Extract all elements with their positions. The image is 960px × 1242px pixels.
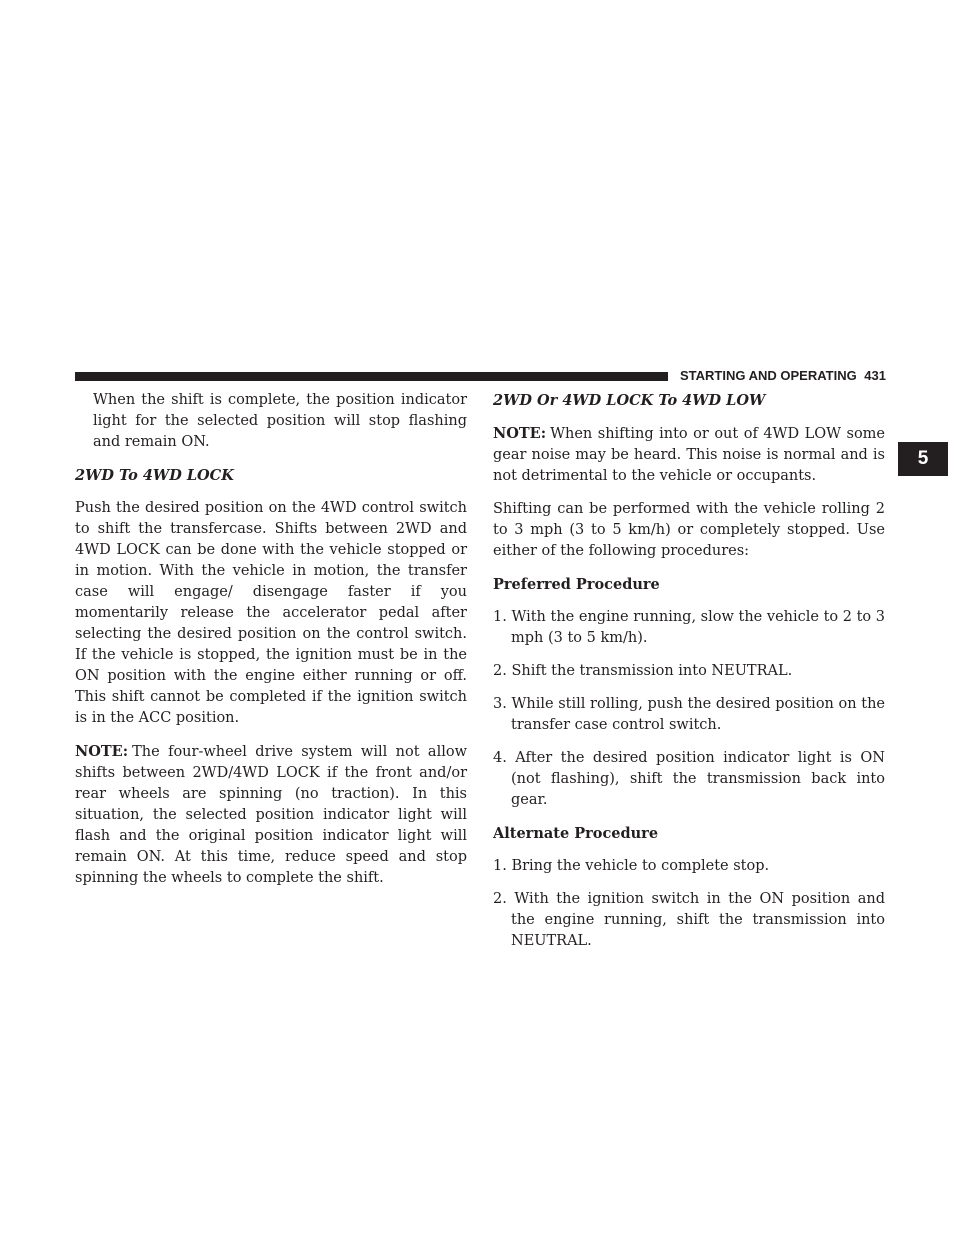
section-heading-4wd-low: 2WD Or 4WD LOCK To 4WD LOW bbox=[493, 392, 766, 409]
running-header bbox=[680, 367, 886, 385]
note-paragraph bbox=[75, 741, 467, 889]
note-label: NOTE: bbox=[493, 425, 547, 442]
left-column bbox=[75, 390, 467, 901]
header-rule bbox=[75, 372, 668, 381]
preferred-procedure-list bbox=[493, 607, 885, 811]
note-label: NOTE: bbox=[75, 743, 129, 760]
chapter-tab: 5 bbox=[898, 442, 948, 476]
alternate-procedure-heading: Alternate Procedure bbox=[493, 825, 659, 842]
note-text: When shifting into or out of 4WD LOW some gear noise may be heard. This noise is normal and is not detrimental to the vehicle or occupants. bbox=[493, 426, 885, 484]
list-item: 1. With the engine running, slow the vehicle to 2 to 3 mph (3 to 5 km/h). bbox=[493, 609, 885, 646]
intro-paragraph: When the shift is complete, the position indicator light for the selected position will stop flashing and remain ON. bbox=[93, 392, 467, 450]
right-column bbox=[493, 390, 885, 964]
body-paragraph: Shifting can be performed with the vehicle rolling 2 to 3 mph (3 to 5 km/h) or completely stopped. Use either of the following procedures: bbox=[493, 501, 885, 559]
note-paragraph bbox=[493, 423, 885, 487]
body-paragraph: Push the desired position on the 4WD control switch to shift the transfercase. Shifts between 2WD and 4WD LOCK can be done with the vehicle stopped or in motion. With the vehicle in motion, the transfer case will engage/ disengage faster if you momentarily release the accelerator pedal after selecting the desired position on the control switch. If the vehicle is stopped, the ignition must be in the ON position with the engine either running or off. This shift cannot be completed if the ignition switch is in the ACC position. bbox=[75, 500, 467, 726]
section-title: STARTING AND OPERATING bbox=[680, 368, 857, 383]
list-item: 4. After the desired position indicator light is ON (not flashing), shift the transmission back into gear. bbox=[493, 750, 885, 808]
page-number: 431 bbox=[864, 368, 886, 383]
list-item: 1. Bring the vehicle to complete stop. bbox=[493, 858, 770, 874]
list-item: 2. With the ignition switch in the ON position and the engine running, shift the transmission into NEUTRAL. bbox=[493, 891, 885, 949]
section-heading-2wd-to-4wd-lock: 2WD To 4WD LOCK bbox=[75, 467, 234, 484]
note-text: The four-wheel drive system will not allow shifts between 2WD/4WD LOCK if the front and/or rear wheels are spinning (no traction). In this situation, the selected position indicator light will flash and the original position indicator light will remain ON. At this time, reduce speed and stop spinning the wheels to complete the shift. bbox=[75, 744, 467, 886]
alternate-procedure-list bbox=[493, 856, 885, 952]
list-item: 3. While still rolling, push the desired position on the transfer case control switch. bbox=[493, 696, 885, 733]
preferred-procedure-heading: Preferred Procedure bbox=[493, 576, 660, 593]
list-item: 2. Shift the transmission into NEUTRAL. bbox=[493, 663, 793, 679]
